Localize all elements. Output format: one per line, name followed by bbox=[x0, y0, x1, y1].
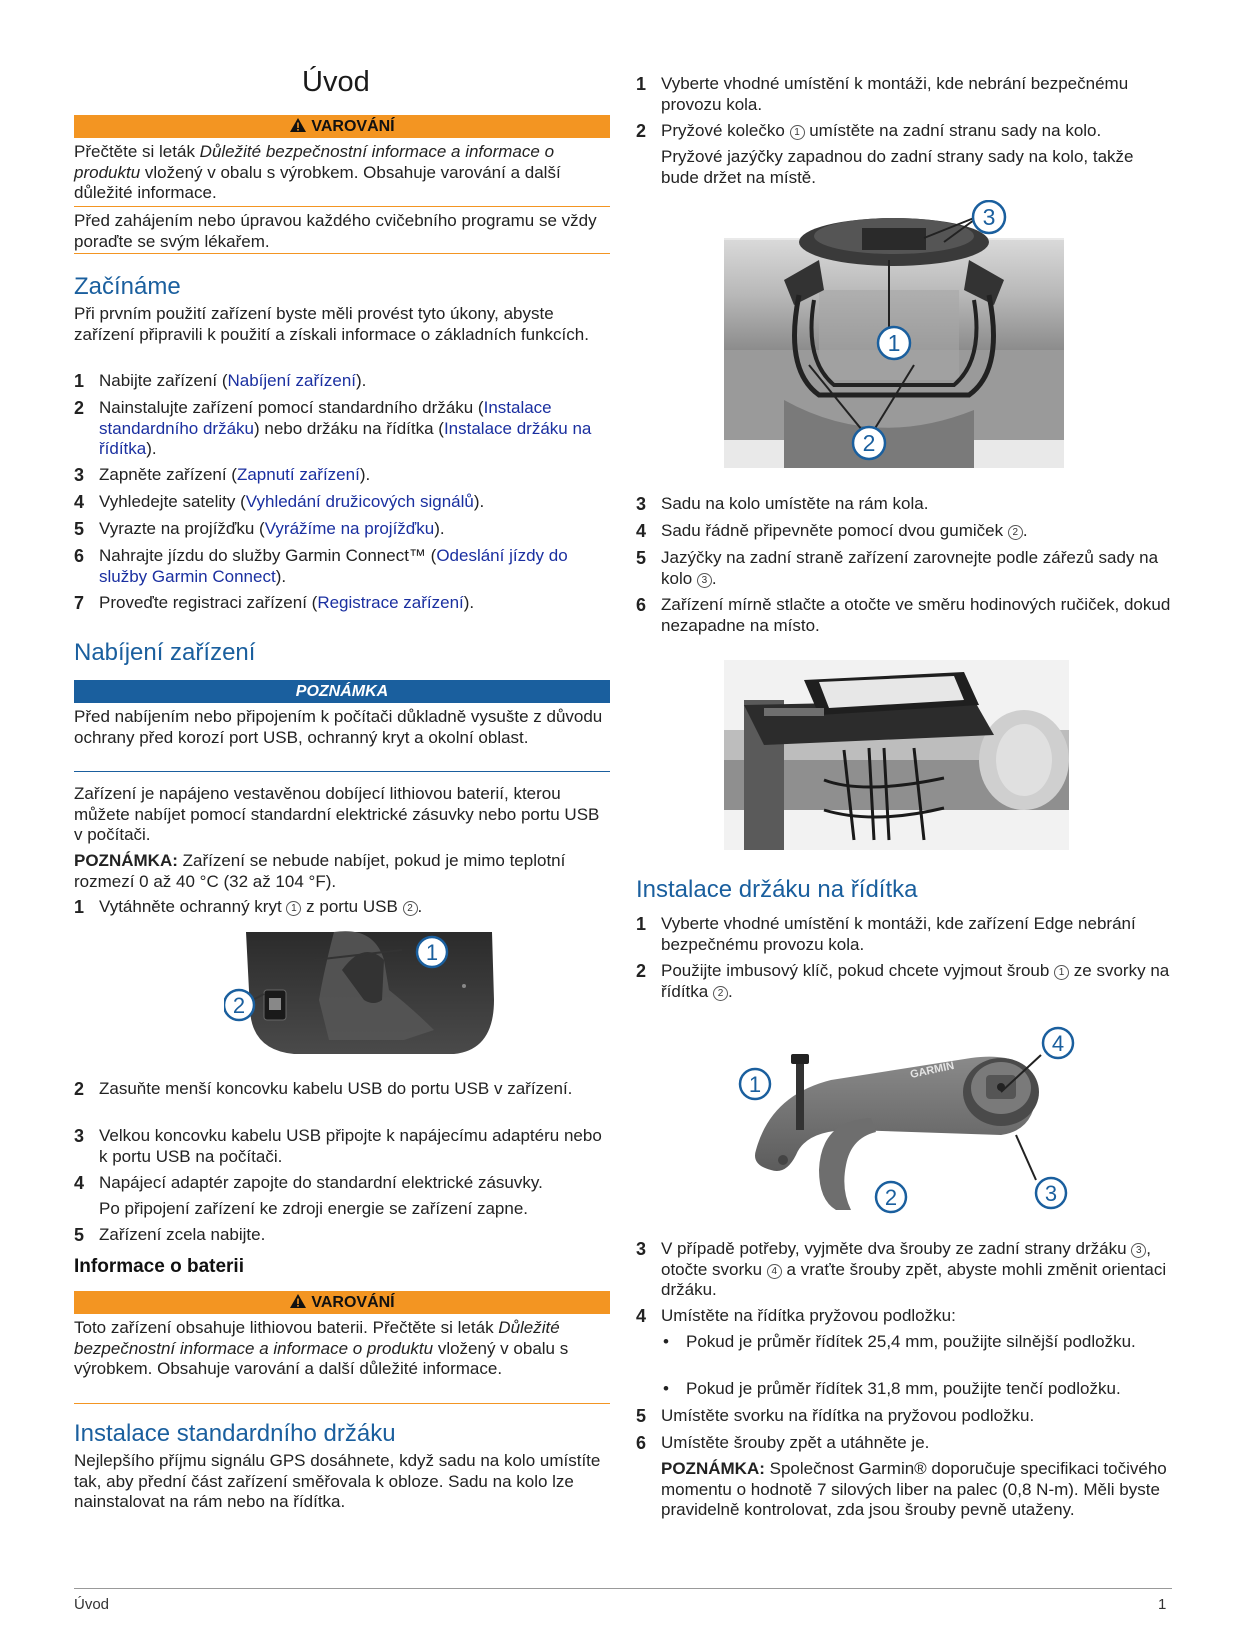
link-power-on[interactable]: Zapnutí zařízení bbox=[236, 465, 360, 484]
step-number: 3 bbox=[74, 1126, 85, 1146]
step-number: 5 bbox=[636, 548, 647, 568]
step-text: Umístěte svorku na řídítka na pryžovou podložku. bbox=[661, 1406, 1035, 1425]
step-number: 5 bbox=[74, 519, 85, 539]
callout-3-icon: 3 bbox=[1131, 1243, 1146, 1258]
callout-label-2: 2 bbox=[862, 430, 876, 456]
charging-note bbox=[74, 851, 610, 892]
gs-step-4 bbox=[74, 492, 610, 513]
step-text: Proveďte registraci zařízení ( bbox=[99, 593, 318, 612]
footer-section: Úvod bbox=[74, 1596, 110, 1613]
step-text: Zapněte zařízení ( bbox=[99, 465, 237, 484]
step-number: 6 bbox=[636, 595, 647, 615]
step-text: Nainstalujte zařízení pomocí standardního držáku ( bbox=[99, 398, 484, 417]
step-text-end: ). bbox=[463, 593, 475, 612]
link-handlebar-mount[interactable]: Instalace držáku na řídítka bbox=[99, 418, 592, 458]
callout-label-1: 1 bbox=[748, 1072, 762, 1097]
link-ride[interactable]: Vyrážíme na projížďku bbox=[264, 519, 435, 538]
callout-label-3: 3 bbox=[1044, 1181, 1058, 1206]
hb-bullet-1 bbox=[661, 1332, 1172, 1353]
note-bottom-rule bbox=[74, 771, 610, 772]
link-standard-mount[interactable]: Instalace standardního držáku bbox=[99, 398, 552, 438]
getting-started-intro: Při prvním použití zařízení byste měli provést tyto úkony, abyste zařízení připravili k použití a získali informace o základních funkcích. bbox=[74, 304, 589, 344]
step-text-mid: , otočte svorku bbox=[661, 1239, 1151, 1279]
step-text: Sadu řádně připevněte pomocí dvou gumiček bbox=[661, 521, 1008, 540]
step-text-end: . bbox=[727, 981, 733, 1001]
charging-step-4 bbox=[74, 1173, 610, 1194]
link-charging[interactable]: Nabíjení zařízení bbox=[227, 371, 357, 390]
step-text-end: ). bbox=[146, 439, 157, 458]
charging-text: Zařízení je napájeno vestavěnou dobíjecí lithiovou baterií, kterou můžete nabíjet pomocí standardní elektrické zásuvky nebo portu USB v počítači. bbox=[74, 784, 600, 844]
warning-icon bbox=[289, 1293, 307, 1309]
link-register[interactable]: Registrace zařízení bbox=[317, 593, 464, 612]
hb-note-text: Společnost Garmin® doporučuje specifikaci točivého momentu o hodnotě 7 silových liber na palec (0,8 N-m). Měli byste pravidelně kontrolovat, zda jsou šrouby pevně utaženy. bbox=[661, 1459, 1167, 1519]
step-number: 4 bbox=[74, 492, 85, 512]
callout-label-3: 3 bbox=[982, 204, 996, 230]
right-column bbox=[636, 0, 1172, 1560]
heading-battery: Informace o baterii bbox=[74, 1256, 244, 1277]
step-text-end: ). bbox=[356, 371, 367, 390]
callout-3-icon: 3 bbox=[697, 573, 712, 588]
battery-warning-rule bbox=[74, 1403, 610, 1404]
hb-step-6 bbox=[636, 1433, 1172, 1454]
callout-1-icon: 1 bbox=[790, 125, 805, 140]
heading-charging: Nabíjení zařízení bbox=[74, 639, 256, 666]
link-upload[interactable]: Odeslání jízdy do služby Garmin Connect bbox=[99, 546, 568, 586]
step-number: 1 bbox=[636, 914, 647, 934]
warning-divider bbox=[74, 206, 610, 207]
step-text-end: . bbox=[417, 897, 423, 916]
gs-step-7 bbox=[74, 593, 610, 614]
handlebar-mount-figure bbox=[701, 1020, 1081, 1230]
hb-step-1 bbox=[636, 914, 1172, 955]
step-text-end: ). bbox=[473, 492, 485, 511]
warning-bottom-rule bbox=[74, 253, 610, 254]
step-text: Umístěte na řídítka pryžovou podložku: bbox=[661, 1306, 956, 1325]
step-text: Nahrajte jízdu do služby Garmin Connect™ ( bbox=[99, 546, 437, 565]
step-text-end: ). bbox=[275, 566, 287, 586]
step-text: Nabijte zařízení ( bbox=[99, 371, 228, 390]
battery-warning-text bbox=[74, 1318, 610, 1380]
step-number: 1 bbox=[636, 74, 647, 94]
warning-icon bbox=[289, 117, 307, 133]
step-text-mid: ze svorky na řídítka bbox=[661, 961, 1170, 1001]
step-text: V případě potřeby, vyjměte dva šrouby ze zadní strany držáku bbox=[661, 1239, 1132, 1258]
step-number: 6 bbox=[74, 546, 85, 566]
sm-step-5 bbox=[636, 548, 1172, 589]
hb-step-4 bbox=[636, 1306, 1172, 1327]
gs-step-1 bbox=[74, 371, 610, 392]
sm-step-2 bbox=[636, 121, 1172, 142]
charging-step-1 bbox=[74, 897, 610, 918]
link-satellites[interactable]: Vyhledání družicových signálů bbox=[245, 492, 474, 511]
hb-step-2 bbox=[636, 961, 1172, 1002]
step-text-end: a vraťte šrouby zpět, abyste mohli změnit orientaci držáku. bbox=[661, 1259, 1167, 1299]
step-number: 1 bbox=[74, 371, 85, 391]
sm-step-4 bbox=[636, 521, 1172, 542]
step-text-end: . bbox=[1022, 521, 1028, 540]
sm-step-3 bbox=[636, 494, 1172, 515]
usb-port-figure bbox=[224, 930, 524, 1060]
brand-logo: GARMIN bbox=[909, 1059, 956, 1081]
gs-step-5 bbox=[74, 519, 610, 540]
battery-warning-post: vložený v obalu s výrobkem. Obsahuje varování a další důležité informace. bbox=[74, 1338, 569, 1378]
charging-step-5 bbox=[74, 1225, 610, 1246]
charging-note-label: POZNÁMKA: bbox=[74, 851, 178, 870]
step-number: 2 bbox=[74, 398, 85, 418]
bullet-text: Pokud je průměr řídítek 31,8 mm, použijte tenčí podložku. bbox=[686, 1379, 1121, 1398]
heading-standard-mount: Instalace standardního držáku bbox=[74, 1420, 396, 1447]
gs-step-3 bbox=[74, 465, 610, 486]
step-text: Vyhledejte satelity ( bbox=[99, 492, 246, 511]
warning-label: VAROVÁNÍ bbox=[311, 118, 395, 135]
gs-step-2 bbox=[74, 398, 610, 460]
step-number: 3 bbox=[636, 1239, 647, 1259]
step-text-end: ). bbox=[359, 465, 371, 484]
step-text: Umístěte šrouby zpět a utáhněte je. bbox=[661, 1433, 930, 1452]
left-column bbox=[74, 0, 610, 1560]
step-number: 3 bbox=[74, 465, 85, 485]
callout-label-1: 1 bbox=[887, 330, 901, 356]
step-text: Zařízení zcela nabijte. bbox=[99, 1225, 266, 1244]
step-number: 4 bbox=[74, 1173, 85, 1193]
bullet-dot: • bbox=[663, 1332, 669, 1351]
battery-warning-banner bbox=[74, 1291, 610, 1314]
callout-2-icon: 2 bbox=[403, 901, 418, 916]
callout-1-icon: 1 bbox=[1054, 965, 1069, 980]
callout-label-1: 1 bbox=[425, 940, 439, 965]
warning-text-pre: Přečtěte si leták bbox=[74, 142, 200, 161]
device-mounted-figure bbox=[724, 660, 1069, 850]
step-text: Použijte imbusový klíč, pokud chcete vyjmout šroub bbox=[661, 961, 1055, 980]
heading-handlebar-mount: Instalace držáku na řídítka bbox=[636, 876, 918, 903]
charging-step-2 bbox=[74, 1079, 610, 1100]
step-number: 2 bbox=[636, 961, 647, 981]
step-text-end: . bbox=[711, 568, 717, 588]
step-text: Vyberte vhodné umístění k montáži, kde nebrání bezpečnému provozu kola. bbox=[661, 74, 1129, 114]
warning-text bbox=[74, 142, 610, 204]
callout-4-icon: 4 bbox=[767, 1264, 782, 1279]
battery-warning-pre: Toto zařízení obsahuje lithiovou baterii. Přečtěte si leták bbox=[74, 1318, 499, 1337]
hb-bullet-2 bbox=[661, 1379, 1172, 1400]
callout-label-2: 2 bbox=[232, 993, 246, 1018]
hb-note bbox=[661, 1459, 1172, 1521]
step-number: 5 bbox=[636, 1406, 647, 1426]
step-text-mid: z portu USB bbox=[301, 897, 403, 916]
gs-step-6 bbox=[74, 546, 610, 587]
standard-mount-figure bbox=[724, 200, 1064, 475]
step-text: Velkou koncovku kabelu USB připojte k napájecímu adaptéru nebo k portu USB na počítači. bbox=[99, 1126, 602, 1166]
note-banner: POZNÁMKA bbox=[74, 680, 610, 703]
warning-text-2: Před zahájením nebo úpravou každého cvičebního programu se vždy poraďte se svým lékařem. bbox=[74, 211, 597, 251]
callout-label-4: 4 bbox=[1051, 1031, 1065, 1056]
step-text: Zasuňte menší koncovku kabelu USB do portu USB v zařízení. bbox=[99, 1079, 573, 1098]
callout-2-icon: 2 bbox=[1008, 525, 1023, 540]
step-text: Vyrazte na projížďku ( bbox=[99, 519, 265, 538]
step-number: 5 bbox=[74, 1225, 85, 1245]
step-text-end: umístěte na zadní stranu sady na kolo. bbox=[804, 121, 1102, 140]
charging-step-4-sub: Po připojení zařízení ke zdroji energie se zařízení zapne. bbox=[99, 1199, 529, 1218]
step-number: 2 bbox=[636, 121, 647, 141]
step-text: Vytáhněte ochranný kryt bbox=[99, 897, 287, 916]
sm-step-6 bbox=[636, 595, 1172, 636]
step-number: 2 bbox=[74, 1079, 85, 1099]
sm-step-2-sub: Pryžové jazýčky zapadnou do zadní strany sady na kolo, takže bude držet na místě. bbox=[661, 147, 1134, 187]
step-text-end: ). bbox=[434, 519, 445, 538]
callout-label-2: 2 bbox=[884, 1185, 898, 1210]
callout-2-icon: 2 bbox=[713, 986, 728, 1001]
step-text: Vyberte vhodné umístění k montáži, kde zařízení Edge nebrání bezpečnému provozu kola. bbox=[661, 914, 1136, 954]
hb-step-5 bbox=[636, 1406, 1172, 1427]
charging-step-3 bbox=[74, 1126, 610, 1167]
step-number: 7 bbox=[74, 593, 85, 613]
hb-step-3 bbox=[636, 1239, 1172, 1301]
step-text: Napájecí adaptér zapojte do standardní elektrické zásuvky. bbox=[99, 1173, 543, 1192]
callout-1-icon: 1 bbox=[286, 901, 301, 916]
battery-warning-em: Důležité bezpečnostní informace a informace o produktu bbox=[74, 1318, 560, 1358]
warning-text-em: Důležité bezpečnostní informace a informace o produktu bbox=[74, 142, 555, 182]
battery-warning-label: VAROVÁNÍ bbox=[311, 1294, 395, 1311]
step-number: 3 bbox=[636, 494, 647, 514]
charging-note-text: Zařízení se nebude nabíjet, pokud je mimo teplotní rozmezí 0 až 40 °C (32 až 104 °F). bbox=[74, 851, 566, 891]
warning-text-post: vložený v obalu s výrobkem. Obsahuje varování a další důležité informace. bbox=[74, 162, 561, 202]
footer-page-number: 1 bbox=[1158, 1596, 1167, 1613]
step-number: 4 bbox=[636, 1306, 647, 1326]
sm-step-1 bbox=[636, 74, 1172, 115]
step-text: Zařízení mírně stlačte a otočte ve směru hodinových ručiček, dokud nezapadne na místo. bbox=[661, 595, 1171, 635]
footer-divider bbox=[74, 1588, 1172, 1589]
bullet-text: Pokud je průměr řídítek 25,4 mm, použijte silnější podložku. bbox=[686, 1332, 1136, 1351]
step-number: 6 bbox=[636, 1433, 647, 1453]
page-title: Úvod bbox=[302, 66, 370, 98]
step-text: Pryžové kolečko bbox=[661, 121, 790, 140]
standard-mount-intro: Nejlepšího příjmu signálu GPS dosáhnete, když sadu na kolo umístíte tak, aby přední část zařízení směřovala k obloze. Sadu na kolo lze nainstalovat na rám nebo na řídítka. bbox=[74, 1451, 601, 1511]
step-text: Sadu na kolo umístěte na rám kola. bbox=[661, 494, 929, 513]
heading-getting-started: Začínáme bbox=[74, 273, 181, 300]
step-number: 4 bbox=[636, 521, 647, 541]
step-number: 1 bbox=[74, 897, 85, 917]
note-text: Před nabíjením nebo připojením k počítači důkladně vysušte z důvodu ochrany před korozí port USB, ochranný kryt a okolní oblast. bbox=[74, 707, 603, 747]
step-text-mid: ) nebo držáku na řídítka ( bbox=[254, 418, 444, 438]
warning-banner bbox=[74, 115, 610, 138]
step-text: Jazýčky na zadní straně zařízení zarovnejte podle zářezů sady na kolo bbox=[661, 548, 1159, 588]
bullet-dot: • bbox=[663, 1379, 669, 1398]
hb-note-label: POZNÁMKA: bbox=[661, 1459, 765, 1478]
